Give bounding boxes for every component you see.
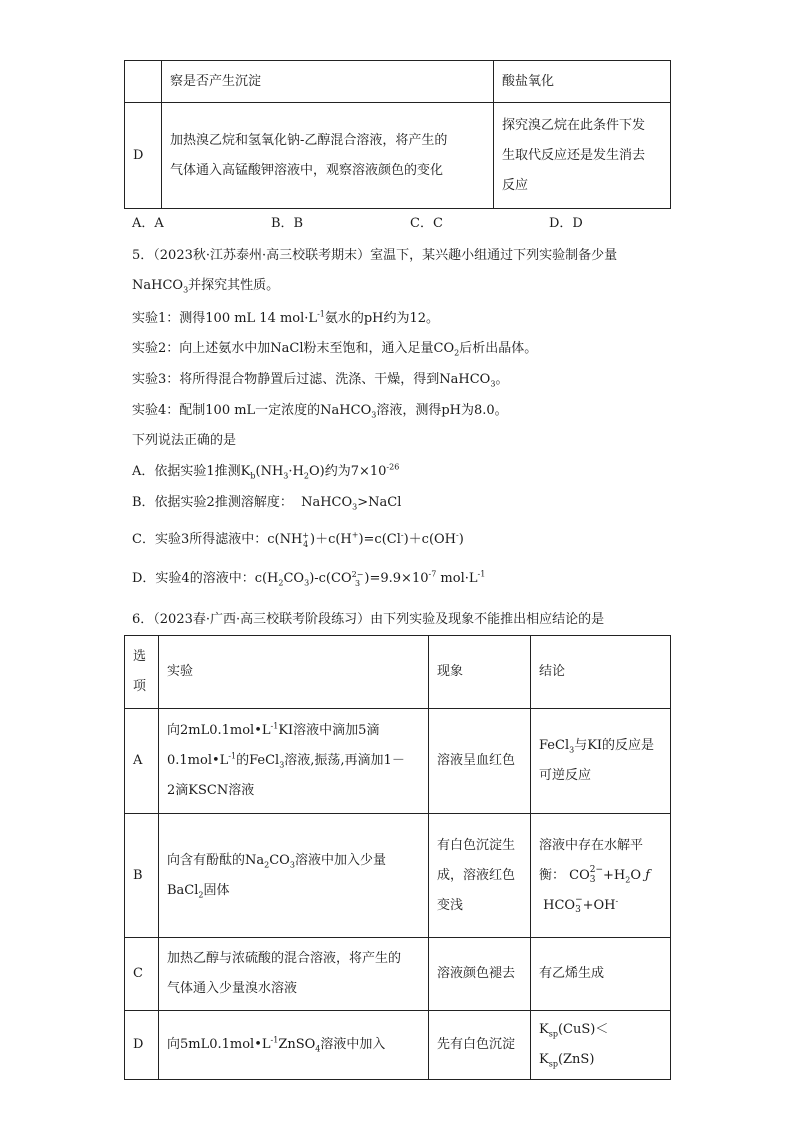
cell-line: 气体通入高锰酸钾溶液中，观察溶液颜色的变化 xyxy=(170,162,444,178)
cell-line: 变浅 xyxy=(437,897,464,913)
cell-line: 有白色沉淀生 xyxy=(437,837,516,853)
cell-line: 溶液中存在水解平 xyxy=(539,837,644,853)
cell-line: 反应 xyxy=(502,177,529,193)
observation-cell: 先有白色沉淀 xyxy=(429,1011,531,1080)
experiment-cell xyxy=(159,938,429,1011)
question5-option-a: A．依据实验1推测$K_b(NH_3\cdot H_2O)$约为$7\times 10^{-26}$ xyxy=(132,462,400,481)
cell-line: 气体通入少量溴水溶液 xyxy=(167,981,298,996)
row-label: C xyxy=(125,938,159,1011)
table-row xyxy=(125,938,671,1011)
experiment-1: 实验1：测得100 mL 14 $mol\cdot L^{-1}$氨水的pH约为12。 xyxy=(132,309,440,326)
cell-line: 向含有酚酞的$Na_2CO_3$溶液中加入少量 xyxy=(167,852,386,870)
cell-line: 2滴KSCN溶液 xyxy=(167,783,255,798)
option-d: D．D xyxy=(549,216,583,231)
question5-option-b: B．依据实验2推测溶解度： NaHCO$_3$>NaCl xyxy=(132,495,402,512)
cell-line: 成，溶液红色 xyxy=(437,867,516,883)
header-option-line: 项 xyxy=(133,679,147,694)
table-row xyxy=(125,1011,671,1080)
header-experiment: 实验 xyxy=(159,636,429,709)
cell-line: $0.1mol•L^{-1}$的FeCl$_3$溶液,振荡,再滴加1－ xyxy=(167,751,405,770)
question4-table xyxy=(124,60,671,209)
header-conclusion: 结论 xyxy=(531,636,671,709)
conclusion-cell xyxy=(531,814,671,938)
experiment-2: 实验2：向上述氨水中加NaCl粉末至饱和，通入足量$CO_2$后析出晶体。 xyxy=(132,341,538,358)
question6-table xyxy=(124,635,671,1080)
table-row xyxy=(125,103,671,209)
table-cell xyxy=(162,103,494,209)
conclusion-cell xyxy=(531,709,671,814)
question5-stem-cont: NaHCO$_3$并探究其性质。 xyxy=(132,278,280,295)
row-label: A xyxy=(125,709,159,814)
question5-stem: 5．（2023秋·江苏泰州·高三校联考期末）室温下，某兴趣小组通过下列实验制备少量 xyxy=(132,248,618,263)
experiment-cell xyxy=(159,709,429,814)
question5-option-c: C．实验3所得滤液中：c(NH + 4 )＋c(H+)=c(Cl-)＋c(OH-) xyxy=(132,530,464,549)
cell-line: BaCl$_2$固体 xyxy=(167,882,230,900)
experiment-4: 实验4：配制100 mL一定浓度的NaHCO$_3$溶液，测得pH为8.0。 xyxy=(132,403,508,420)
conclusion-cell: 有乙烯生成 xyxy=(531,938,671,1011)
observation-cell: 溶液呈血红色 xyxy=(429,709,531,814)
question4-options xyxy=(132,214,688,234)
cell-line: FeCl$_3$与KI的反应是 xyxy=(539,738,655,755)
table-cell: D xyxy=(125,103,162,209)
question6-stem: 6．（2023春·广西·高三校联考阶段练习）由下列实验及现象不能推出相应结论的是 xyxy=(132,612,605,627)
cell-line: HCO − 3 +OH- xyxy=(539,895,619,915)
table-cell xyxy=(494,103,671,209)
cell-line: 探究溴乙烷在此条件下发 xyxy=(502,117,646,133)
table-row xyxy=(125,709,671,814)
row-label: D xyxy=(125,1011,159,1080)
table-cell: 察是否产生沉淀 xyxy=(162,61,494,103)
cell-line: 加热溴乙烷和氢氧化钠-乙醇混合溶液，将产生的 xyxy=(170,132,448,148)
header-observation: 现象 xyxy=(429,636,531,709)
experiment-cell xyxy=(159,814,429,938)
experiment-cell: 向$5mL0.1mol•L^{-1}ZnSO_4$溶液中加入 xyxy=(159,1011,429,1080)
cell-line: 向$2mL0.1mol•L^{-1}KI$溶液中滴加5滴 xyxy=(167,721,380,738)
table-header-row xyxy=(125,636,671,709)
question5-option-d: D．实验4的溶液中：$c(H_2CO_3)-c(CO$ 2− 3 )$=9.9\times 10^{-7}$ $mol\cdot L^{-1}$ xyxy=(132,569,486,588)
table-row xyxy=(125,61,671,103)
row-label: B xyxy=(125,814,159,938)
experiment-3: 实验3：将所得混合物静置后过滤、洗涤、干燥，得到NaHCO$_3$。 xyxy=(132,372,509,389)
option-b: B．B xyxy=(271,216,304,231)
table-cell xyxy=(125,61,162,103)
observation-cell xyxy=(429,814,531,938)
option-a: A．A xyxy=(132,216,164,231)
table-cell: 酸盐氧化 xyxy=(494,61,671,103)
table-row xyxy=(125,814,671,938)
observation-cell: 溶液颜色褪去 xyxy=(429,938,531,1011)
conclusion-cell: $K_{sp}(CuS)<K_{sp}(ZnS)$ xyxy=(531,1011,671,1080)
question5-ask: 下列说法正确的是 xyxy=(132,433,237,448)
header-option xyxy=(125,636,159,709)
option-c: C．C xyxy=(410,216,443,231)
cell-line: 生取代反应还是发生消去 xyxy=(502,147,646,163)
header-option-line: 选 xyxy=(133,649,147,664)
cell-line: 可逆反应 xyxy=(539,768,592,783)
cell-line: 加热乙醇与浓硫酸的混合溶液，将产生的 xyxy=(167,951,402,966)
cell-line: 衡： CO 2− 3 $+H_2O$ ƒ xyxy=(539,865,650,885)
